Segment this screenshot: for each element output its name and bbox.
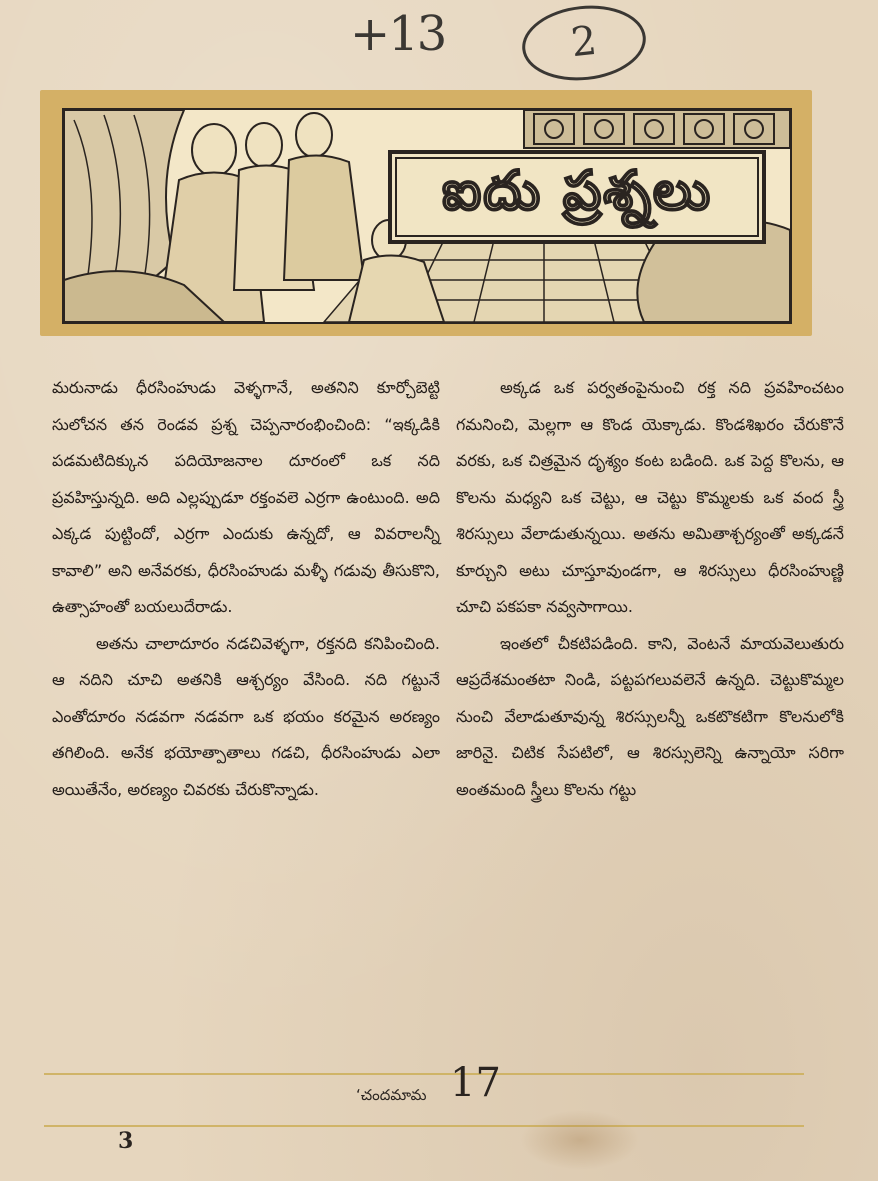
article-left-column (52, 370, 440, 808)
paragraph: అతను చాలాదూరం నడచివెళ్ళగా, రక్తనది కనిపించింది. ఆ నదిని చూచి అతనికి ఆశ్చర్యం వేసింది. నది గట్టునే ఎంతోదూరం నడవగా నడవగా ఒక భయం కరమైన అరణ్యం తగిలింది. అనేక భయోత్పాతాలు గడచి, ధీరసింహుడు ఎలా అయితేనేం, అరణ్యం చివరకు చేరుకొన్నాడు. (52, 633, 440, 799)
footer-rule-top (44, 1073, 804, 1075)
magazine-name: ‘చందమామ (356, 1086, 427, 1104)
paragraph: ఇంతలో చీకటిపడింది. కాని, వెంటనే మాయవెలుతురు ఆప్రదేశమంతటా నిండి, పట్టపగలువలెనే ఉన్నది. చెట్టుకొమ్మల నుంచి వేలాడుతూవున్న శిరస్సులన్నీ ఒకటొకటిగా కొలనులోకి జారినై. చిటిక సేపటిలో, ఆ శిరస్సులెన్ని ఉన్నాయో సరిగా అంతమంది స్త్రీలు కొలను గట్టు (456, 633, 844, 799)
paragraph: అక్కడ ఒక పర్వతంపైనుంచి రక్త నది ప్రవహించటం గమనించి, మెల్లగా ఆ కొండ యెక్కాడు. కొండశిఖరం చేరుకొనే వరకు, ఒక చిత్రమైన దృశ్యం కంట బడింది. ఒక పెద్ద కొలను, ఆ కొలను మధ్యని ఒక చెట్టు, ఆ చెట్టు కొమ్మలకు ఒక వంద స్త్రీ శిరస్సులు వేలాడుతున్నయి. అతను అమితాశ్చర్యంతో అక్కడనే కూర్చుని అటు చూస్తూవుండగా, ఆ శిరస్సులు ధీరసింహుణ్ణి చూచి పకపకా నవ్వసాగాయి. (456, 378, 844, 616)
paragraph: మరునాడు ధీరసింహుడు వెళ్ళగానే, అతనిని కూర్చోబెట్టి సులోచన తన రెండవ ప్రశ్న చెప్పనారంభించింది: “ఇక్కడికి పడమటిదిక్కున పదియోజనాల దూరంలో ఒక నది ప్రవహిస్తున్నది. అది ఎల్లప్పుడూ రక్తంవలె ఎర్రగా ఉంటుంది. అది ఎక్కడ పుట్టిందో, ఎర్రగా ఎందుకు ఉన్నదో, ఆ వివరాలన్నీ కావాలి” అని అనేవరకు, ధీరసింహుడు మళ్ళీ గడువు తీసుకొని, ఉత్సాహంతో బయలుదేరాడు. (52, 378, 440, 616)
handwritten-number: 17 (450, 1060, 501, 1106)
page-number: 3 (118, 1128, 134, 1154)
handwritten-number: +13 (350, 6, 446, 62)
footer-rule-bottom (44, 1125, 804, 1127)
handwritten-circled-number: 2 (518, 0, 649, 86)
article-right-column (456, 370, 844, 808)
header-title: ఐదు ప్రశ్నలు (388, 150, 766, 244)
paper-stain (520, 1110, 640, 1170)
